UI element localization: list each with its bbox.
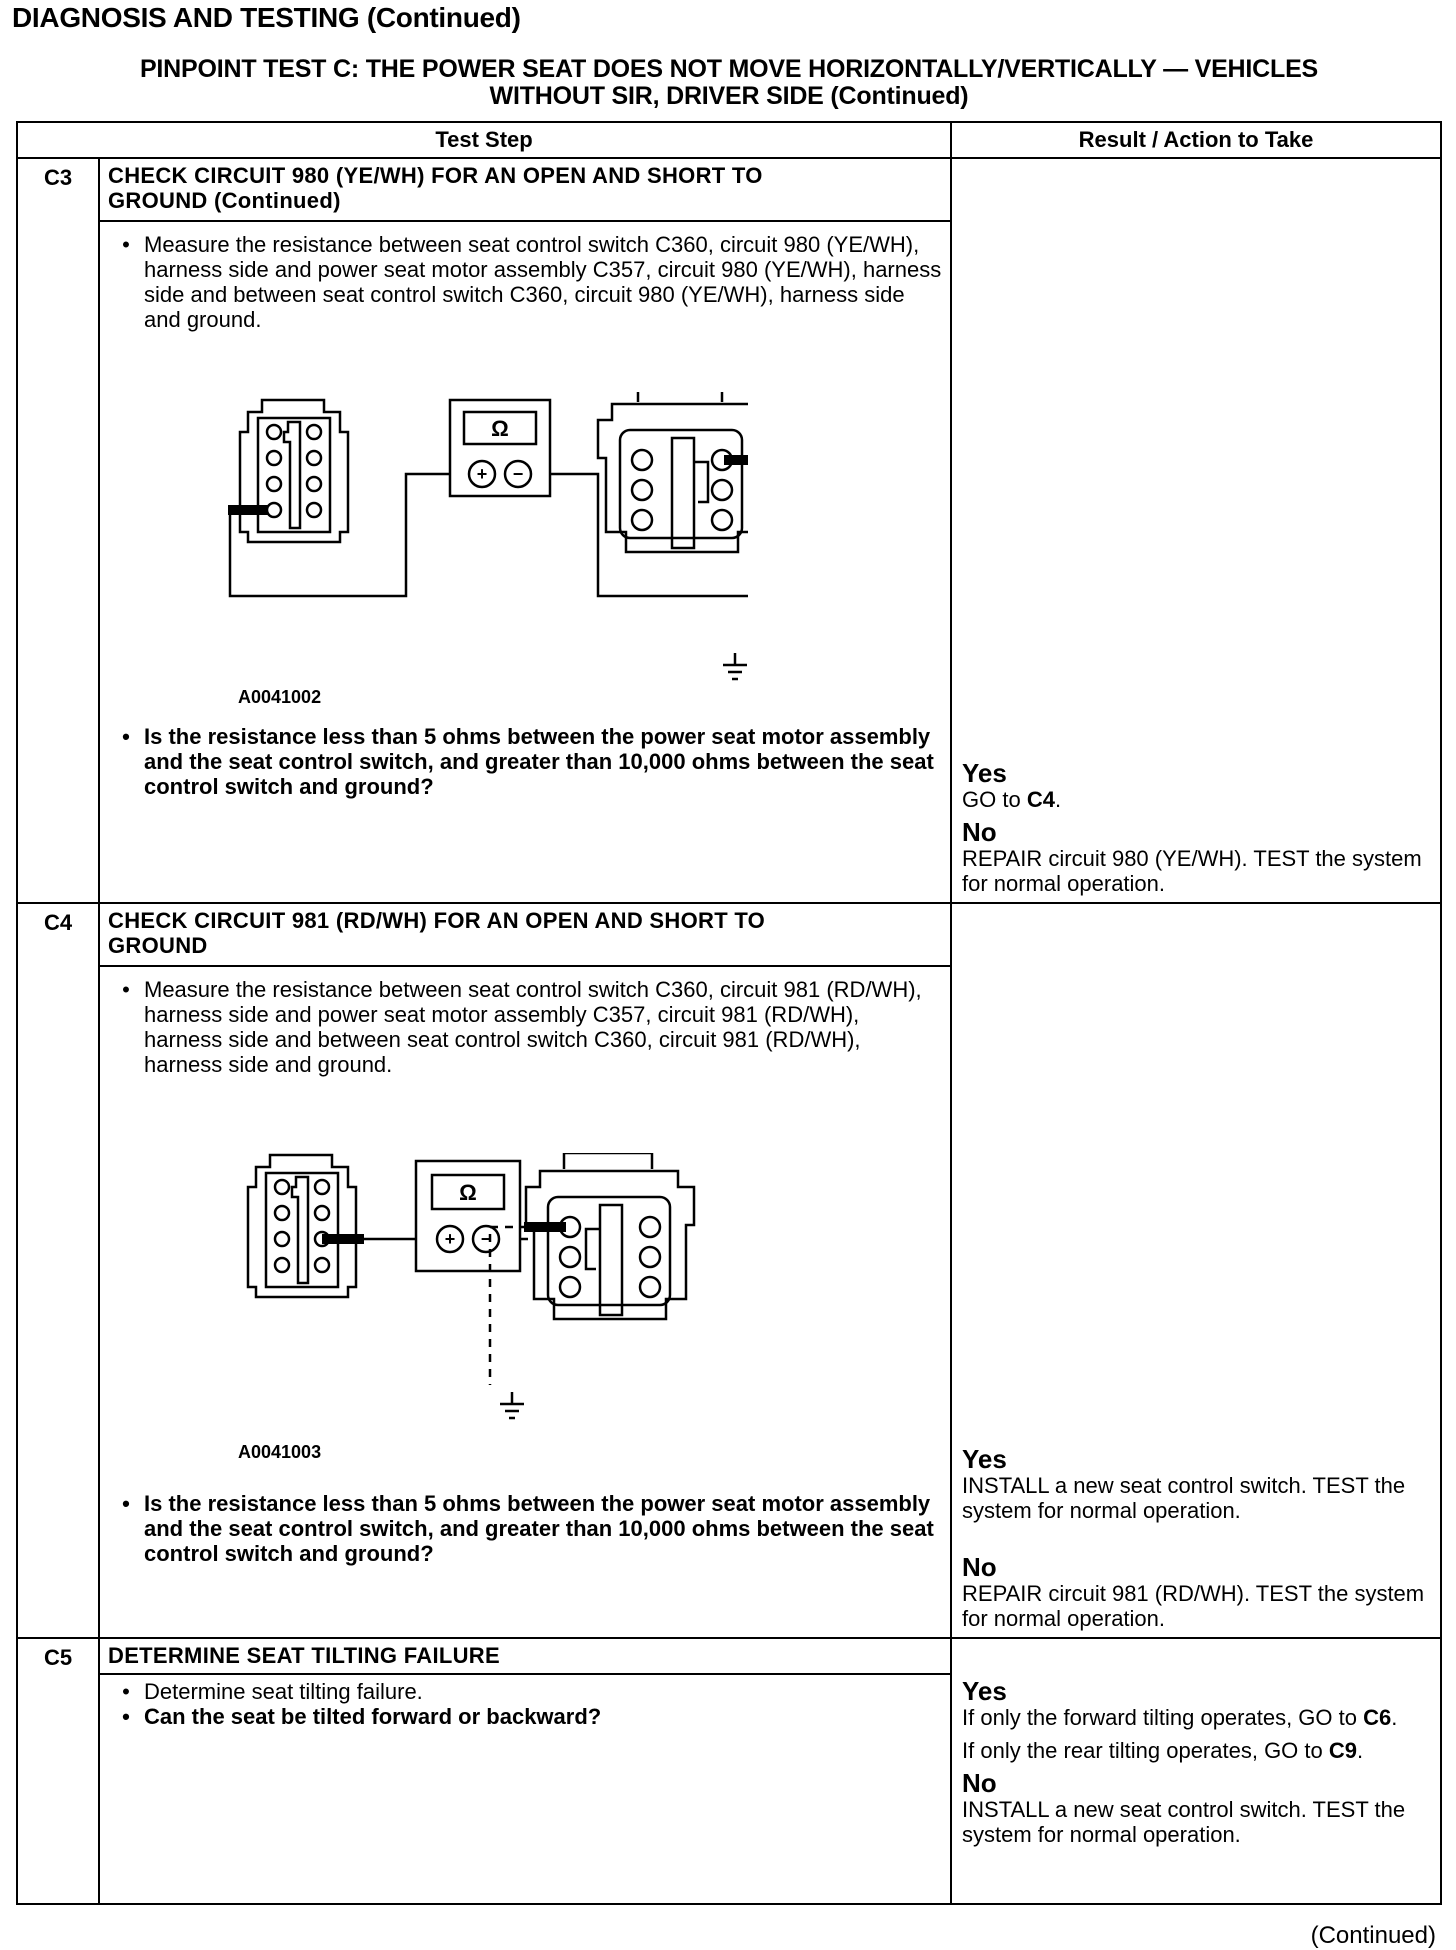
yes-action [962,787,1432,812]
instruction-bullet [108,232,942,332]
bullet-marker: • [122,1704,130,1729]
bullet-marker: • [122,1679,130,1704]
section-title: DIAGNOSIS AND TESTING (Continued) [12,2,521,33]
yes-action-text: If only the rear tilting operates, GO to [962,1738,1329,1763]
no-label: No [962,1768,997,1798]
step-body [99,1674,951,1904]
pinpoint-test-title [16,56,1442,110]
yes-label: Yes [962,758,1007,788]
motor-connector-icon [598,392,748,552]
ohm-symbol: Ω [491,416,509,441]
test-probe-icon [228,505,268,515]
figure-id: A0041003 [238,1442,322,1462]
no-label: No [962,817,997,847]
continued-footer: (Continued) [1310,1922,1436,1949]
ground-icon [497,1392,527,1428]
test-probe-icon [322,1234,364,1244]
step-title [99,903,951,966]
instruction-text: Measure the resistance between seat control switch C360, circuit 981 (RD/WH), harness side and power seat motor assembly C357, circuit 981 (RD/WH), harness side and between seat control switch C360, circuit 981 (RD/WH), harness side and ground. [144,977,922,1077]
question-text: Is the resistance less than 5 ohms between the power seat motor assembly and the seat control switch, and greater than 10,000 ohms between the seat control switch and ground? [144,1491,934,1566]
yes-action-suffix: . [1357,1738,1364,1763]
yes-action-text: GO to [962,787,1027,812]
no-label: No [962,1552,997,1582]
goto-step-link[interactable]: C9 [1328,1738,1357,1763]
step-c3-result [951,158,1441,903]
step-c4-title-row [17,903,1441,966]
step-title-line1: CHECK CIRCUIT 981 (RD/WH) FOR AN OPEN AND SHORT TO [108,908,766,933]
question-bullet [108,724,942,799]
test-probe-icon [724,455,748,465]
bullet-marker: • [122,977,130,1002]
step-title: DETERMINE SEAT TILTING FAILURE [99,1638,951,1674]
ground-icon [720,653,750,689]
step-body [99,966,951,1638]
instruction-text: Measure the resistance between seat control switch C360, circuit 980 (YE/WH), harness side and power seat motor assembly C357, circuit 980 (YE/WH), harness side and between seat control switch C360, circuit 980 (YE/WH), harness side and ground. [144,232,942,332]
question-text: Can the seat be tilted forward or backward? [144,1704,602,1729]
pinpoint-test-table [16,121,1442,1905]
step-id: C3 [17,158,99,903]
yes-action-text: If only the forward tilting operates, GO to [962,1705,1364,1730]
plus-terminal-icon: + [476,464,488,484]
figure-id: A0041002 [238,687,322,707]
motor-connector-icon [526,1153,694,1319]
step-id: C5 [17,1638,99,1904]
table-header-row [17,122,1441,158]
goto-step-link[interactable]: C4 [1026,787,1055,812]
result-header: Result / Action to Take [951,122,1441,158]
step-title [99,158,951,221]
test-step-header: Test Step [17,122,951,158]
minus-terminal-icon: − [512,464,524,484]
pinpoint-title-line2: WITHOUT SIR, DRIVER SIDE (Continued) [489,82,969,110]
instruction-text: Determine seat tilting failure. [144,1679,423,1704]
test-probe-icon [524,1222,566,1232]
step-c4-result [951,903,1441,1638]
step-body [99,221,951,903]
bullet-marker: • [122,232,130,257]
pinpoint-title-line1: PINPOINT TEST C: THE POWER SEAT DOES NOT MOVE HORIZONTALLY/VERTICALLY — VEHICLES [139,55,1319,83]
yes-action: INSTALL a new seat control switch. TEST the system for normal operation. [962,1473,1406,1523]
no-action: REPAIR circuit 981 (RD/WH). TEST the system for normal operation. [962,1581,1425,1631]
switch-connector-icon [248,1155,356,1297]
step-id: C4 [17,903,99,1638]
question-text: Is the resistance less than 5 ohms between the power seat motor assembly and the seat control switch, and greater than 10,000 ohms between the seat control switch and ground? [144,724,934,799]
ohmmeter-icon [450,400,550,496]
bullet-marker: • [122,724,130,749]
yes-label: Yes [962,1676,1007,1706]
ohmmeter-icon [416,1161,520,1271]
step-title-line2: GROUND (Continued) [108,188,341,213]
meter-lead-wire [550,474,748,596]
yes-action-suffix: . [1054,787,1062,812]
question-bullet [108,1491,942,1566]
instruction-bullet [108,977,942,1077]
bullet-marker: • [122,1491,130,1516]
instruction-bullet [108,1679,942,1704]
yes-action-2 [962,1738,1432,1763]
step-c5-result [951,1638,1441,1904]
no-action: REPAIR circuit 980 (YE/WH). TEST the system for normal operation. [962,846,1422,896]
step-c5-title-row [17,1638,1441,1674]
plus-terminal-icon: + [444,1229,456,1249]
no-action: INSTALL a new seat control switch. TEST the system for normal operation. [962,1797,1406,1847]
step-title-line1: CHECK CIRCUIT 980 (YE/WH) FOR AN OPEN AND SHORT TO [108,163,763,188]
minus-terminal-icon: − [480,1229,492,1249]
yes-action-1 [962,1705,1432,1730]
switch-connector-icon [240,400,348,542]
step-c3-title-row [17,158,1441,221]
yes-label: Yes [962,1444,1007,1474]
question-bullet [108,1704,942,1729]
yes-action-suffix: . [1391,1705,1398,1730]
circuit-diagram-c4 [228,1153,828,1393]
circuit-diagram-c3 [228,392,748,658]
ohm-symbol: Ω [459,1180,477,1205]
step-title-line2: GROUND [108,933,208,958]
goto-step-link[interactable]: C6 [1363,1705,1392,1730]
